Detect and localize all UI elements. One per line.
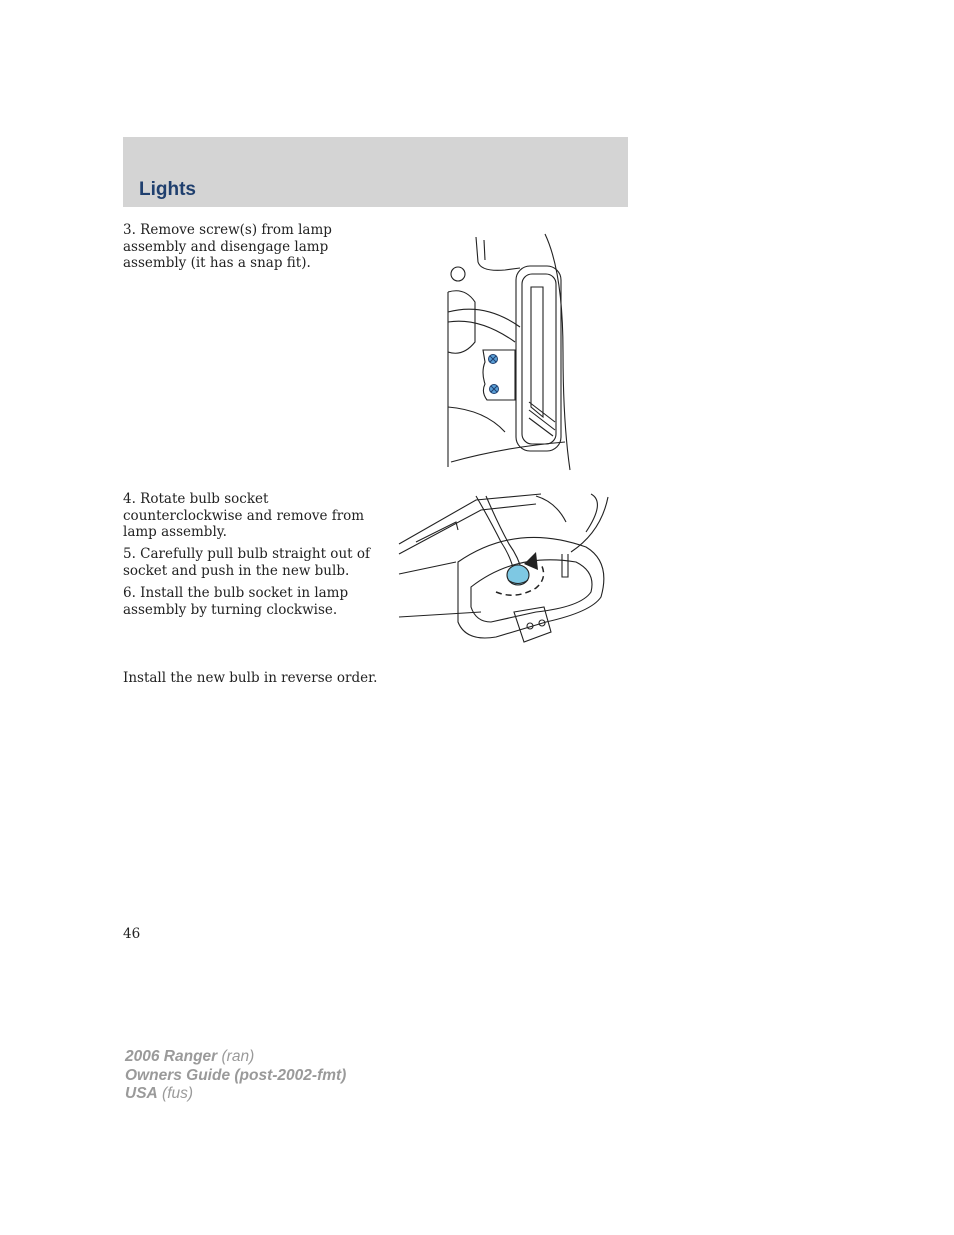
bulb-socket-illustration — [396, 492, 614, 657]
footer-model-code: (ran) — [217, 1048, 255, 1065]
step-4-text: 4. Rotate bulb socket counterclockwise and remove from lamp assembly. — [123, 491, 365, 540]
document-footer — [125, 1048, 346, 1104]
step-5-text: 5. Carefully pull bulb straight out of socket and push in the new bulb. — [123, 546, 370, 579]
step-6-text: 6. Install the bulb socket in lamp assembly by turning clockwise. — [123, 585, 349, 618]
section-title: Lights — [139, 179, 196, 200]
lamp-assembly-illustration — [445, 232, 575, 472]
footer-market-code: (fus) — [157, 1085, 194, 1102]
step-3-text: 3. Remove screw(s) from lamp assembly and disengage lamp assembly (it has a snap fit). — [123, 222, 332, 271]
footer-model: 2006 Ranger — [125, 1048, 218, 1065]
page-number: 46 — [123, 926, 141, 942]
closing-instruction: Install the new bulb in reverse order. — [123, 670, 378, 686]
screw-icon — [489, 355, 499, 394]
footer-guide-title: Owners Guide (post-2002-fmt) — [125, 1066, 347, 1084]
section-header — [123, 137, 628, 207]
bulb-icon — [507, 565, 529, 585]
footer-market: USA — [125, 1085, 158, 1102]
